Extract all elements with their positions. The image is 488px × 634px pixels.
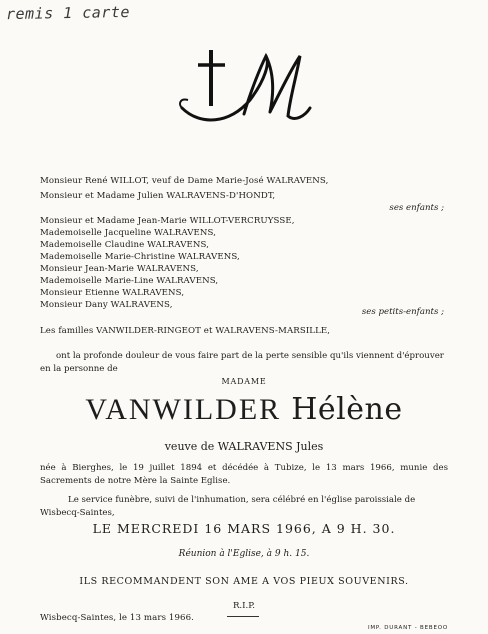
birth-death-text: née à Bierghes, le 19 juillet 1894 et décédée à Tubize, le 13 mars 1966, munie des Sacrements de notre Mère la Sainte Eglise. <box>40 463 448 486</box>
grandchild-line-3: Mademoiselle Claudine WALRAVENS, <box>40 240 210 250</box>
ses-enfants-label: ses enfants ; <box>389 203 444 213</box>
rip-line: R.I.P. <box>232 601 256 611</box>
reunion-line: Réunion à l'Eglise, à 9 h. 15. <box>178 549 310 559</box>
grandchild-line-6: Mademoiselle Marie-Line WALRAVENS, <box>40 276 219 286</box>
deceased-surname: VANWILDER <box>85 393 282 426</box>
service-text: Le service funèbre, suivi de l'inhumation, sera célébré en l'église paroissiale de Wisbecq-Saintes, <box>40 495 416 518</box>
service-date: LE MERCREDI 16 MARS 1966, A 9 H. 30. <box>92 521 396 536</box>
family-line-1: Monsieur René WILLOT, veuf de Dame Marie-José WALRAVENS, <box>40 176 329 186</box>
title-madame: MADAME <box>221 377 267 386</box>
place-date: Wisbecq-Saintes, le 13 mars 1966. <box>40 613 195 623</box>
cross-monogram-icon <box>170 38 320 138</box>
grandchild-line-2: Mademoiselle Jacqueline WALRAVENS, <box>40 228 217 238</box>
deceased-name <box>0 392 488 427</box>
announcement-text: ont la profonde douleur de vous faire part de la perte sensible qu'ils viennent d'éprouver en la personne de <box>40 351 444 374</box>
grandchild-line-7: Monsieur Etienne WALRAVENS, <box>40 288 185 298</box>
recommandent-line: ILS RECOMMANDENT SON AME A VOS PIEUX SOUVENIRS. <box>79 576 409 587</box>
ses-petits-enfants-label: ses petits-enfants ; <box>361 307 444 317</box>
grandchild-line-8: Monsieur Dany WALRAVENS, <box>40 300 173 310</box>
handwritten-note: remis 1 carte <box>5 2 131 24</box>
deceased-firstname: Hélène <box>291 392 403 427</box>
grandchild-line-5: Monsieur Jean-Marie WALRAVENS, <box>40 264 199 274</box>
printer-imprint: IMP. DURANT - BEBEOO <box>367 625 448 631</box>
grandchild-line-4: Mademoiselle Marie-Christine WALRAVENS, <box>40 252 240 262</box>
family-line-2: Monsieur et Madame Julien WALRAVENS-D'HONDT, <box>40 191 276 201</box>
veuve-line: veuve de WALRAVENS Jules <box>164 440 324 453</box>
families-line: Les familles VANWILDER-RINGEOT et WALRAVENS-MARSILLE, <box>40 326 331 336</box>
rip-underline <box>227 616 259 617</box>
grandchild-line-1: Monsieur et Madame Jean-Marie WILLOT-VERCRUYSSE, <box>40 216 295 226</box>
